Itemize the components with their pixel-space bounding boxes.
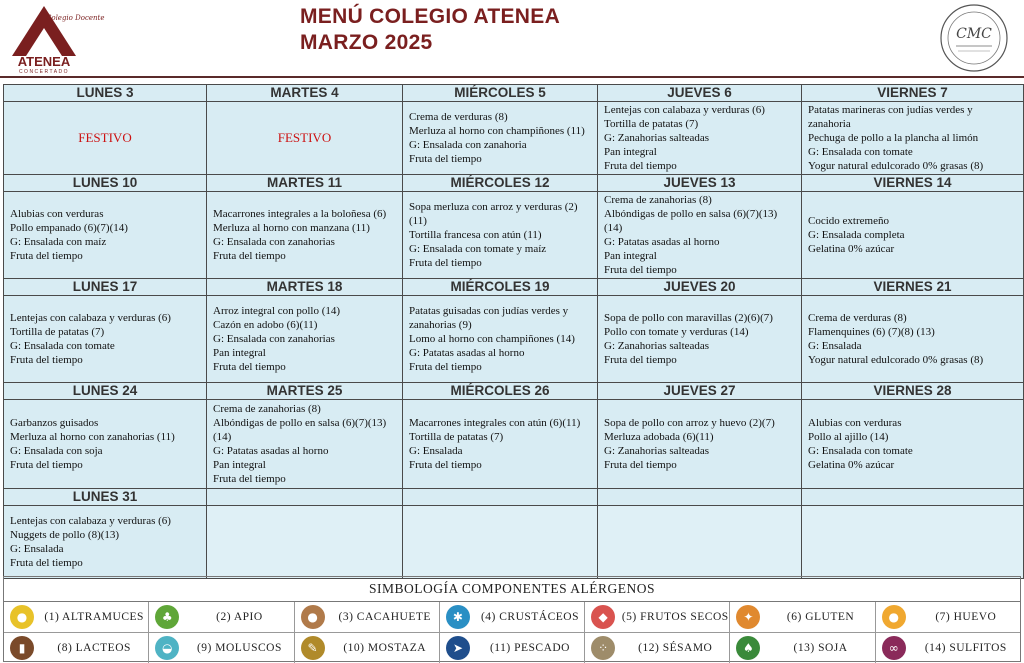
day-menu-cell xyxy=(4,506,207,579)
allergen-label: (10) MOSTAZA xyxy=(343,642,427,654)
lupin-icon: ● xyxy=(10,605,34,629)
day-menu-cell xyxy=(4,102,207,175)
menu-item: Sopa de pollo con arroz y huevo (2)(7) xyxy=(604,417,775,429)
nut-icon: ◆ xyxy=(591,605,615,629)
allergen-label: (6) GLUTEN xyxy=(786,611,855,623)
day-menu-cell xyxy=(4,400,207,489)
allergen-label: (3) CACAHUETE xyxy=(338,611,431,623)
day-header xyxy=(207,489,403,506)
celery-icon: ♣ xyxy=(155,605,179,629)
menu-item: Crema de zanahorias (8) xyxy=(213,403,321,415)
menu-calendar xyxy=(3,84,1024,579)
menu-item: G: Ensalada con zanahorias xyxy=(213,236,335,248)
menu-item: G: Zanahorias salteadas xyxy=(604,340,710,352)
day-menu-cell xyxy=(403,296,598,383)
menu-item: G: Patatas asadas al horno xyxy=(409,347,525,359)
week-header-row xyxy=(4,489,1024,506)
day-menu-cell xyxy=(4,192,207,279)
day-header: LUNES 24 xyxy=(4,383,207,400)
day-menu-cell xyxy=(802,506,1024,579)
peanut-icon: ● xyxy=(301,605,325,629)
menu-item: Albóndigas de pollo en salsa (6)(7)(13)(14) xyxy=(213,417,387,443)
allergen-item xyxy=(4,633,149,663)
allergen-item xyxy=(149,602,294,632)
allergen-label: (5) FRUTOS SECOS xyxy=(621,611,729,623)
menu-item: Fruta del tiempo xyxy=(10,354,83,366)
day-menu-cell xyxy=(4,296,207,383)
menu-item: Crema de verduras (8) xyxy=(409,111,508,123)
menu-item: Cazón en adobo (6)(11) xyxy=(213,319,318,331)
sesame-icon: ⁘ xyxy=(591,636,615,660)
allergen-item xyxy=(730,602,875,632)
allergen-item xyxy=(295,602,440,632)
menu-item: Lentejas con calabaza y verduras (6) xyxy=(604,104,765,116)
menu-item: Gelatina 0% azúcar xyxy=(808,459,895,471)
menu-item: Pollo con tomate y verduras (14) xyxy=(604,326,749,338)
day-menu-cell xyxy=(802,296,1024,383)
allergen-label: (11) PESCADO xyxy=(489,642,570,654)
menu-item: G: Ensalada xyxy=(409,445,463,457)
allergen-legend xyxy=(3,576,1021,662)
day-header: JUEVES 6 xyxy=(598,85,802,102)
sulfite-icon: ∞ xyxy=(882,636,906,660)
day-menu-cell xyxy=(403,192,598,279)
menu-item: Patatas guisadas con judías verdes y zanahorias (9) xyxy=(409,305,569,331)
menu-item: Pan integral xyxy=(604,146,657,158)
menu-item: G: Ensalada con zanahoria xyxy=(409,139,527,151)
menu-item: G: Ensalada con maíz xyxy=(10,236,107,248)
menu-item: Fruta del tiempo xyxy=(604,459,677,471)
day-header: VIERNES 7 xyxy=(802,85,1024,102)
week-header-row xyxy=(4,175,1024,192)
day-menu-cell xyxy=(207,102,403,175)
soy-icon: ♠ xyxy=(736,636,760,660)
svg-text:CONCERTADO: CONCERTADO xyxy=(18,69,70,75)
menu-item: Pollo al ajillo (14) xyxy=(808,431,889,443)
school-logo-icon xyxy=(6,2,105,75)
menu-item: Fruta del tiempo xyxy=(10,459,83,471)
svg-text:CMC: CMC xyxy=(956,26,992,42)
svg-text:ATENEA: ATENEA xyxy=(17,54,71,69)
day-menu-cell xyxy=(207,296,403,383)
day-header: JUEVES 13 xyxy=(598,175,802,192)
menu-item: Macarrones integrales con atún (6)(11) xyxy=(409,417,581,429)
allergen-label: (1) ALTRAMUCES xyxy=(44,611,144,623)
day-menu-cell xyxy=(598,506,802,579)
menu-item: G: Ensalada completa xyxy=(808,229,905,241)
menu-item: Pechuga de pollo a la plancha al limón xyxy=(808,132,979,144)
menu-item: Albóndigas de pollo en salsa (6)(7)(13)(14) xyxy=(604,208,778,234)
allergen-label: (14) SULFITOS xyxy=(924,642,1007,654)
day-menu-cell xyxy=(802,400,1024,489)
menu-item: G: Ensalada con tomate xyxy=(10,340,115,352)
menu-item: Patatas marineras con judías verdes y zanahoria xyxy=(808,104,973,130)
allergen-item xyxy=(440,633,585,663)
menu-item: Yogur natural edulcorado 0% grasas (8) xyxy=(808,354,984,366)
menu-item: Tortilla francesa con atún (11) xyxy=(409,229,542,241)
menu-item: G: Ensalada xyxy=(808,340,862,352)
day-menu-cell xyxy=(598,400,802,489)
menu-item: Pan integral xyxy=(604,250,657,262)
menu-item: G: Zanahorias salteadas xyxy=(604,445,710,457)
day-menu-cell xyxy=(802,192,1024,279)
week-menu-row xyxy=(4,192,1024,279)
day-menu-cell xyxy=(802,102,1024,175)
day-header xyxy=(802,489,1024,506)
menu-item: Fruta del tiempo xyxy=(604,264,677,276)
day-header: MARTES 4 xyxy=(207,85,403,102)
day-menu-cell xyxy=(207,192,403,279)
menu-item: G: Ensalada con soja xyxy=(10,445,103,457)
menu-item: Pan integral xyxy=(213,459,266,471)
menu-item: Yogur natural edulcorado 0% grasas (8) xyxy=(808,160,984,172)
week-menu-row xyxy=(4,296,1024,383)
day-header: MIÉRCOLES 26 xyxy=(403,383,598,400)
menu-item: Macarrones integrales a la boloñesa (6) xyxy=(213,208,387,220)
menu-item: Sopa de pollo con maravillas (2)(6)(7) xyxy=(604,312,773,324)
week-header-row xyxy=(4,383,1024,400)
menu-item: Merluza al horno con manzana (11) xyxy=(213,222,370,234)
day-header: VIERNES 14 xyxy=(802,175,1024,192)
allergen-item xyxy=(730,633,875,663)
menu-item: Arroz integral con pollo (14) xyxy=(213,305,341,317)
day-header: JUEVES 20 xyxy=(598,279,802,296)
day-menu-cell xyxy=(598,192,802,279)
day-header: MARTES 11 xyxy=(207,175,403,192)
day-menu-cell xyxy=(598,296,802,383)
menu-item: Merluza al horno con champiñones (11) xyxy=(409,125,585,137)
menu-item: G: Ensalada con zanahorias xyxy=(213,333,335,345)
allergen-label: (8) LACTEOS xyxy=(57,642,131,654)
day-header: MARTES 25 xyxy=(207,383,403,400)
allergen-item xyxy=(4,602,149,632)
allergen-row xyxy=(4,633,1020,663)
menu-item: Gelatina 0% azúcar xyxy=(808,243,895,255)
official-stamp-icon xyxy=(936,2,1012,74)
allergen-item xyxy=(440,602,585,632)
day-menu-cell xyxy=(403,102,598,175)
day-header: LUNES 10 xyxy=(4,175,207,192)
day-header: MARTES 18 xyxy=(207,279,403,296)
page-header xyxy=(0,0,1024,80)
week-header-row xyxy=(4,279,1024,296)
menu-item: Fruta del tiempo xyxy=(213,473,286,485)
egg-icon: ● xyxy=(882,605,906,629)
week-menu-row xyxy=(4,506,1024,579)
title-line-2: MARZO 2025 xyxy=(300,31,433,54)
menu-item: Sopa merluza con arroz y verduras (2)(11) xyxy=(409,201,578,227)
crab-icon: ✱ xyxy=(446,605,470,629)
menu-item: G: Patatas asadas al horno xyxy=(213,445,329,457)
menu-item: G: Ensalada con tomate xyxy=(808,146,913,158)
menu-item: Merluza adobada (6)(11) xyxy=(604,431,714,443)
menu-item: G: Zanahorias salteadas xyxy=(604,132,710,144)
menu-item: Fruta del tiempo xyxy=(213,250,286,262)
allergen-item xyxy=(876,633,1020,663)
day-menu-cell xyxy=(207,400,403,489)
page-title xyxy=(300,4,560,56)
allergen-label: (12) SÉSAMO xyxy=(638,642,713,654)
day-header: MIÉRCOLES 12 xyxy=(403,175,598,192)
menu-item: Lomo al horno con champiñones (14) xyxy=(409,333,575,345)
menu-item: Tortilla de patatas (7) xyxy=(409,431,504,443)
menu-item: G: Ensalada con tomate y maíz xyxy=(409,243,547,255)
fish-icon: ➤ xyxy=(446,636,470,660)
menu-item: Garbanzos guisados xyxy=(10,417,99,429)
allergen-item xyxy=(295,633,440,663)
allergen-label: (2) APIO xyxy=(216,611,263,623)
week-menu-row xyxy=(4,102,1024,175)
week-menu-row xyxy=(4,400,1024,489)
menu-item: G: Ensalada con tomate xyxy=(808,445,913,457)
mustard-icon: ✎ xyxy=(301,636,325,660)
day-menu-cell xyxy=(207,506,403,579)
day-header: JUEVES 27 xyxy=(598,383,802,400)
menu-item: Tortilla de patatas (7) xyxy=(10,326,105,338)
wheat-icon: ✦ xyxy=(736,605,760,629)
allergen-row xyxy=(4,602,1020,633)
day-menu-cell xyxy=(403,506,598,579)
milk-icon: ▮ xyxy=(10,636,34,660)
day-menu-cell xyxy=(403,400,598,489)
allergen-legend-title: SIMBOLOGÍA COMPONENTES ALÉRGENOS xyxy=(4,577,1020,602)
menu-item: Fruta del tiempo xyxy=(213,361,286,373)
allergen-label: (4) CRUSTÁCEOS xyxy=(480,611,580,623)
shell-icon: ◒ xyxy=(155,636,179,660)
menu-item: Fruta del tiempo xyxy=(10,557,83,569)
menu-item: Lentejas con calabaza y verduras (6) xyxy=(10,312,171,324)
allergen-label: (13) SOJA xyxy=(793,642,848,654)
menu-item: Fruta del tiempo xyxy=(604,354,677,366)
day-header: LUNES 31 xyxy=(4,489,207,506)
menu-item: Fruta del tiempo xyxy=(10,250,83,262)
menu-item: Lentejas con calabaza y verduras (6) xyxy=(10,515,171,527)
day-header: MIÉRCOLES 19 xyxy=(403,279,598,296)
allergen-item xyxy=(585,602,730,632)
day-header: LUNES 3 xyxy=(4,85,207,102)
menu-item: Pollo empanado (6)(7)(14) xyxy=(10,222,128,234)
title-line-1: MENÚ COLEGIO ATENEA xyxy=(300,5,561,28)
day-header xyxy=(403,489,598,506)
holiday-label: FESTIVO xyxy=(78,130,132,145)
menu-item: Pan integral xyxy=(213,347,266,359)
allergen-item xyxy=(876,602,1020,632)
day-menu-cell xyxy=(598,102,802,175)
svg-text:Colegio Docente: Colegio Docente xyxy=(46,14,105,22)
menu-item: Fruta del tiempo xyxy=(409,459,482,471)
allergen-item xyxy=(149,633,294,663)
day-header: VIERNES 28 xyxy=(802,383,1024,400)
menu-item: Tortilla de patatas (7) xyxy=(604,118,699,130)
menu-item: Flamenquines (6) (7)(8) (13) xyxy=(808,326,935,338)
menu-item: Cocido extremeño xyxy=(808,215,889,227)
allergen-item xyxy=(585,633,730,663)
menu-item: Crema de zanahorias (8) xyxy=(604,194,712,206)
holiday-label: FESTIVO xyxy=(277,130,332,145)
week-header-row xyxy=(4,85,1024,102)
menu-item: G: Ensalada xyxy=(10,543,64,555)
menu-item: Merluza al horno con zanahorias (11) xyxy=(10,431,175,443)
menu-item: G: Patatas asadas al horno xyxy=(604,236,720,248)
day-header: MIÉRCOLES 5 xyxy=(403,85,598,102)
menu-item: Crema de verduras (8) xyxy=(808,312,907,324)
menu-item: Fruta del tiempo xyxy=(409,153,482,165)
menu-item: Fruta del tiempo xyxy=(604,160,677,172)
menu-item: Nuggets de pollo (8)(13) xyxy=(10,529,120,541)
allergen-label: (9) MOLUSCOS xyxy=(196,642,282,654)
allergen-label: (7) HUEVO xyxy=(935,611,997,623)
menu-item: Alubias con verduras xyxy=(10,208,104,220)
day-header xyxy=(598,489,802,506)
menu-item: Fruta del tiempo xyxy=(409,361,482,373)
menu-item: Alubias con verduras xyxy=(808,417,902,429)
day-header: VIERNES 21 xyxy=(802,279,1024,296)
day-header: LUNES 17 xyxy=(4,279,207,296)
header-divider xyxy=(0,76,1024,78)
menu-item: Fruta del tiempo xyxy=(409,257,482,269)
